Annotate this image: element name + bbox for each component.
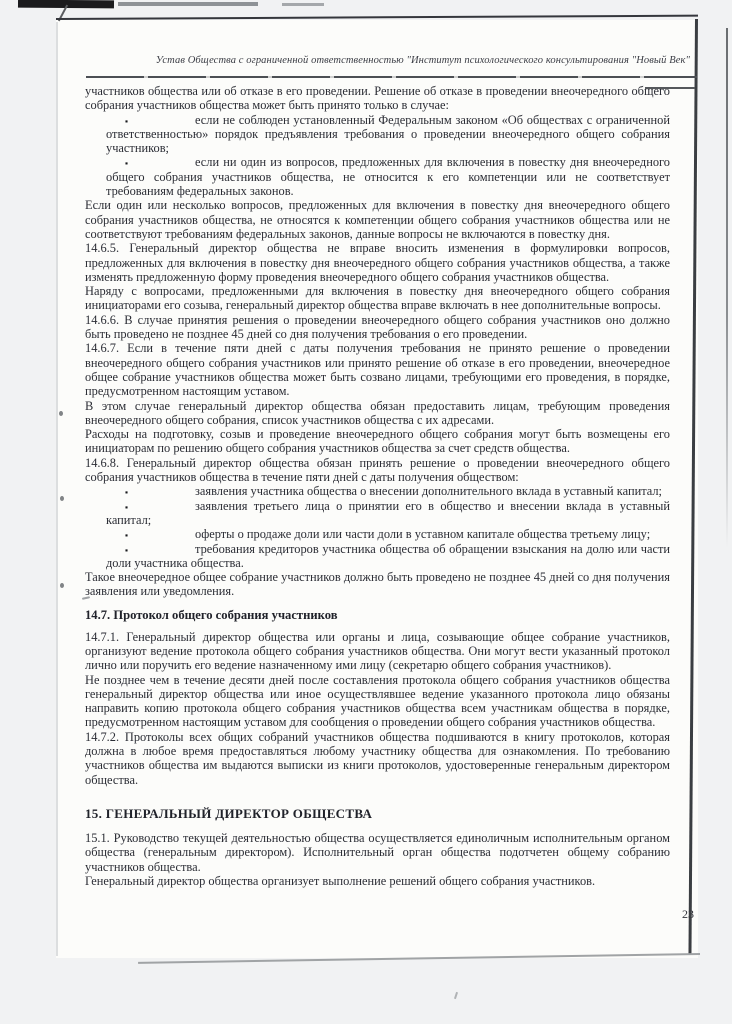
paragraph-gendir: Генеральный директор общества организует выполнение решений общего собрания участников. (85, 873, 596, 888)
section-heading-15: 15. ГЕНЕРАЛЬНЫЙ ДИРЕКТОР ОБЩЕСТВА (85, 805, 373, 821)
binding-hole-mark-2 (60, 496, 64, 501)
paragraph-expenses: Расходы на подготовку, созыв и проведение внеочередного общего собрания могут быть возмещены его инициаторам по решению общего собрания участников общества за счет средств общества. (85, 427, 670, 456)
paragraph-if-one: Если один или несколько вопросов, предложенных для включения в повестку дня внеочередного общего собрания участников общества, не относятся к компетенции общего собрания участников общества или не соответствуют требованиям федеральных законов, данные вопросы не включаются в повестку дня. (85, 198, 670, 241)
scan-speck (454, 992, 458, 999)
paragraph-14-7-2: 14.7.2. Протоколы всех общих собраний участников общества подшиваются в книгу протоколов, которая должна в любое время предоставляться любому участнику общества для ознакомления. По требованию участников общества им выдаются выписки из книги протоколов, удостоверенные генеральным директором общества. (85, 729, 670, 787)
paragraph-14-6-6: 14.6.6. В случае принятия решения о проведении внеочередного общего собрания участников оно должно быть проведено не позднее 45 дней со дня получения требования о его проведении. (85, 312, 670, 342)
bullet-square-icon: ▪ (125, 544, 129, 555)
paragraph-no-later: Не позднее чем в течение десяти дней после составления протокола общего собрания участников общества генеральный директор общества или иное осуществлявшее ведение указанного протокола лицо обязаны направить копию протокола общего собрания участников общества всем участникам общества в порядке, предусмотренном настоящим уставом для сообщения о проведении общего собрания участников общества. (85, 672, 670, 730)
bullet-square-icon: ▪ (125, 501, 129, 512)
bullet-square-icon: ▪ (125, 487, 129, 498)
paragraph-14-6-5: 14.6.5. Генеральный директор общества не вправе вносить изменения в формулировки вопросов, предложенных для включения в повестку дня внеочередного общего собрания участников общества, а также изменять предложенную форму проведения внеочередного общего собрания участников общества. (85, 241, 670, 284)
list-item (85, 113, 670, 156)
bullet-square-icon: ▪ (125, 158, 129, 169)
list-item-text: заявления третьего лица о принятии его в общество и внесении вклада в уставный капитал; (106, 498, 670, 527)
paragraph-15-1: 15.1. Руководство текущей деятельностью общества осуществляется единоличным исполнительным органом общества (генеральным директором). Исполнительный орган общества подотчетен общему собранию участников общества. (85, 830, 670, 874)
paragraph-14-6-8: 14.6.8. Генеральный директор общества обязан принять решение о проведении внеочередного общего собрания участников общества в течение пяти дней с даты получения обществом: (85, 455, 670, 485)
list-item-text: оферты о продаже доли или части доли в уставном капитале общества третьему лицу; (195, 527, 651, 542)
list-item (85, 527, 670, 541)
page-left-edge-line (56, 22, 58, 956)
scan-artifact-top-gray-dash (118, 2, 258, 6)
list-item-text: заявления участника общества о внесении дополнительного вклада в уставный капитал; (195, 484, 663, 499)
section-heading-14-7: 14.7. Протокол общего собрания участников (85, 607, 338, 622)
paragraph-intro: участников общества или об отказе в его проведении. Решение об отказе в проведении внеочередного общего собрания участников общества может быть принято только в случае: (85, 84, 670, 113)
document-header-title: Устав Общества с ограниченной ответственностью "Институт психологического консультирования "Новый Век" (155, 55, 690, 66)
list-item (85, 542, 670, 571)
header-rule-line (86, 76, 697, 78)
paragraph-along: Наряду с вопросами, предложенными для включения в повестку дня внеочередного общего собрания инициаторами его созыва, генеральный директор общества вправе включать в нее дополнительные вопросы. (85, 284, 670, 313)
scan-right-margin-line (726, 28, 728, 548)
list-item-text: требования кредиторов участника общества об обращении взыскания на долю или части доли участника общества. (106, 541, 670, 570)
page-number: 23 (682, 907, 694, 921)
binding-hole-mark-3 (60, 583, 64, 588)
list-item (85, 499, 670, 528)
binding-hole-mark-1 (59, 411, 63, 416)
paragraph-14-7-1: 14.7.1. Генеральный директор общества или органы и лица, созывающие общее собрание участников, организуют ведение протокола общего собрания участников общества. Они могут вести указанный протокол лично или поручить его ведение назначенному ими лицу (секретарю общего собрания участников). (85, 629, 670, 673)
paragraph-14-6-7: 14.6.7. Если в течение пяти дней с даты получения требования не принято решение о проведении внеочередного общего собрания участников или принято решение об отказе в его проведении, внеочередное общее собрание участников общества может быть созвано лицами, требующими его проведения, в порядке, предусмотренном настоящим уставом. (85, 341, 670, 399)
bullet-square-icon: ▪ (125, 115, 129, 126)
list-item-text: если ни один из вопросов, предложенных для включения в повестку дня внеочередного общего собрания участников общества, не относится к его компетенции или не соответствует требованиям федеральных законов. (106, 155, 670, 199)
paragraph-in-this-case: В этом случае генеральный директор общества обязан предоставить лицам, требующим проведения внеочередного общего собрания, список участников общества с их адресами. (85, 398, 670, 427)
scan-artifact-top-gray-dash-2 (282, 3, 324, 6)
list-item-text: если не соблюден установленный Федеральным законом «Об обществах с ограниченной ответственностью» порядок предъявления требования о проведении внеочередного общего собрания участников; (106, 112, 670, 156)
bullet-square-icon: ▪ (125, 530, 129, 541)
document-body (85, 84, 670, 888)
list-item (85, 155, 670, 198)
paragraph-such: Такое внеочередное общее собрание участников должно быть проведено не позднее 45 дней со дня получения заявления или уведомления. (85, 570, 670, 599)
list-item (85, 484, 670, 498)
